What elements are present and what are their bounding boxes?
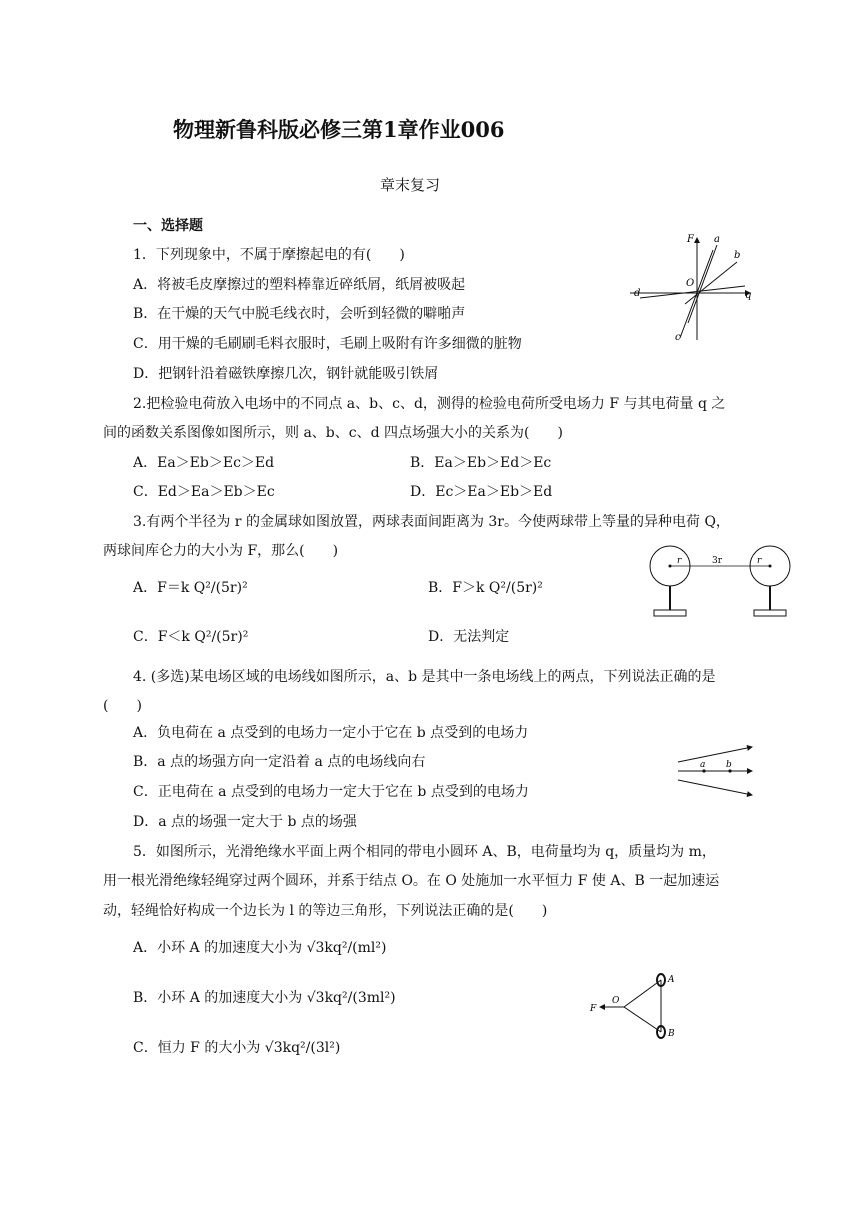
option-c: C．F＜k Q²/(5r)² [133, 629, 249, 645]
question-stem-cont: 两球间库仑力的大小为 F，那么( ) [103, 543, 339, 559]
option-c: C．正电荷在 a 点受到的电场力一定大于它在 b 点受到的电场力 [133, 784, 529, 800]
radius-label-left: r [677, 556, 682, 566]
option-d: D．把钢针沿着磁铁摩擦几次，钢针就能吸引铁屑 [133, 366, 439, 382]
axis-label-f: F [687, 234, 694, 245]
figure-rings-triangle [586, 970, 686, 1042]
option-a: A．F＝k Q²/(5r)² [133, 580, 248, 596]
line-label-d: d [634, 288, 641, 299]
line-label-a: a [714, 234, 720, 245]
question-stem-cont: 间的函数关系图像如图所示，则 a、b、c、d 四点场强大小的关系为( ) [103, 425, 563, 441]
question-stem: 1．下列现象中，不属于摩擦起电的有( ) [133, 247, 405, 263]
section-heading: 一、选择题 [133, 218, 203, 234]
option-c: C．恒力 F 的大小为 √3kq²/(3l²) [133, 1040, 341, 1056]
figure-f-q-graph [630, 228, 760, 348]
option-a: A．将被毛皮摩擦过的塑料棒靠近碎纸屑，纸屑被吸起 [133, 277, 466, 293]
force-label: F [590, 1004, 597, 1014]
line-label-b: b [734, 250, 741, 261]
origin-label: O [686, 278, 695, 289]
question-stem-cont: 用一根光滑绝缘轻绳穿过两个圆环，并系于结点 O。在 O 处施加一水平恒力 F 使 A、B 一起加速运 [103, 873, 720, 889]
point-label-a: a [700, 760, 706, 770]
question-stem-cont2: 动，轻绳恰好构成一个边长为 l 的等边三角形，下列说法正确的是( ) [103, 903, 548, 919]
ring-label-b: B [668, 1029, 675, 1039]
knot-label: O [612, 996, 620, 1006]
option-d: D．Ec＞Ea＞Eb＞Ed [410, 484, 553, 500]
option-b: B．a 点的场强方向一定沿着 a 点的电场线向右 [133, 754, 426, 770]
radius-label-right: r [757, 556, 762, 566]
option-b: B．Ea＞Eb＞Ed＞Ec [410, 455, 552, 471]
gap-label: 3r [712, 556, 723, 566]
question-stem: 4. (多选)某电场区域的电场线如图所示，a、b 是其中一条电场线上的两点，下列说法正确的是 [133, 669, 716, 685]
question-stem-cont: ( ) [103, 698, 142, 714]
option-a: A．负电荷在 a 点受到的电场力一定小于它在 b 点受到的电场力 [133, 725, 529, 741]
line-label-c: c [675, 332, 681, 343]
axis-label-q: q [745, 290, 752, 301]
option-c: C．用干燥的毛刷刷毛料衣服时，毛刷上吸附有许多细微的脏物 [133, 336, 522, 352]
option-d: D．a 点的场强一定大于 b 点的场强 [133, 814, 357, 830]
page-title: 物理新鲁科版必修三第1章作业006 [173, 117, 505, 142]
point-label-b: b [726, 760, 732, 770]
ring-label-a: A [668, 975, 675, 985]
question-stem: 3.有两个半径为 r 的金属球如图放置，两球表面间距离为 3r。今使两球带上等量的异种电荷 Q， [133, 514, 730, 530]
question-stem: 2.把检验电荷放入电场中的不同点 a、b、c、d，测得的检验电荷所受电场力 F 与其电荷量 q 之 [133, 396, 726, 412]
question-stem: 5．如图所示，光滑绝缘水平面上两个相同的带电小圆环 A、B，电荷量均为 q，质量均为 m， [133, 844, 716, 860]
option-a: A．Ea＞Eb＞Ec＞Ed [133, 455, 275, 471]
figure-two-spheres [640, 542, 800, 622]
option-d: D．无法判定 [428, 629, 510, 645]
option-b: B．小环 A 的加速度大小为 √3kq²/(3ml²) [133, 990, 396, 1006]
figure-field-lines [676, 744, 756, 798]
option-a: A．小环 A 的加速度大小为 √3kq²/(ml²) [133, 940, 387, 956]
option-b: B．在干燥的天气中脱毛线衣时，会听到轻微的噼啪声 [133, 306, 466, 322]
option-b: B．F＞k Q²/(5r)² [428, 580, 543, 596]
page-subtitle: 章末复习 [380, 176, 441, 194]
option-c: C．Ed＞Ea＞Eb＞Ec [133, 484, 275, 500]
